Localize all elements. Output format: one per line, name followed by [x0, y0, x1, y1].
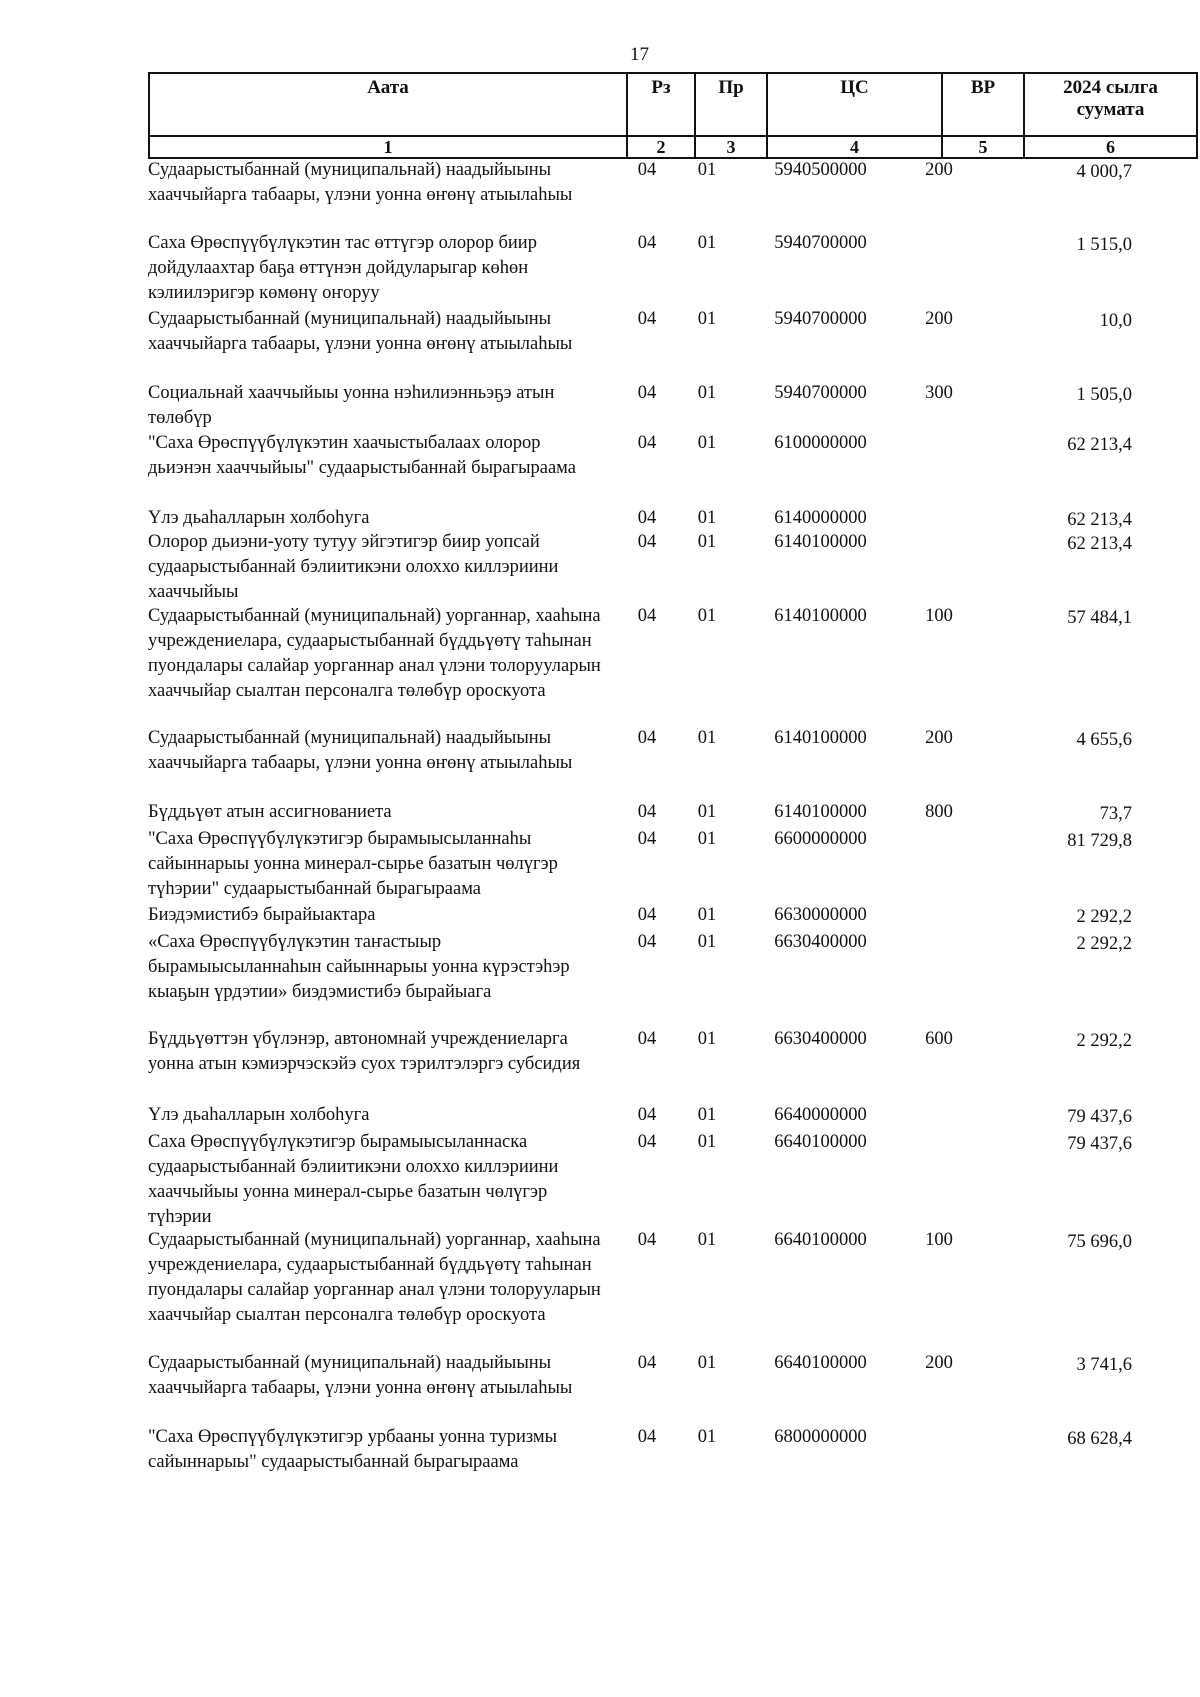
cell-rz: 04: [637, 433, 657, 453]
cell-pr: 01: [697, 802, 717, 822]
cell-cs: 5940700000: [774, 383, 867, 403]
cell-rz: 04: [637, 532, 657, 552]
table-row: [148, 506, 1136, 530]
cell-sum: 2 292,2: [1076, 934, 1132, 954]
cell-name: Судаарыстыбаннай (муниципальнай) наадыйыыны хааччыйарга табаары, үлэни уонна өҥөнү атыылаһыы: [148, 728, 573, 773]
cell-vr: 100: [925, 1230, 953, 1250]
table-body: [148, 158, 1136, 1475]
table-header: [148, 72, 1198, 159]
cell-vr: 600: [925, 1029, 953, 1049]
cell-vr: [903, 930, 975, 1027]
cell-rz: 04: [637, 728, 657, 748]
cell-cs: 6640100000: [774, 1132, 867, 1152]
cell-vr: [903, 1425, 975, 1475]
cell-name: Судаарыстыбаннай (муниципальнай) наадыйыыны хааччыйарга табаары, үлэни уонна өҥөнү атыылаһыы: [148, 160, 573, 205]
cell-pr: 01: [697, 233, 717, 253]
cell-cs: 5940700000: [774, 309, 867, 329]
cell-rz: 04: [637, 905, 657, 925]
cell-cs: 6140100000: [774, 802, 867, 822]
cell-cs: 6630400000: [774, 1029, 867, 1049]
cell-name: Бүддьүөттэн үбүлэнэр, автономнай учреждениеларга уонна атын кэмиэрчэскэйэ суох тэрилтэлэргэ субсидия: [148, 1029, 581, 1074]
table-row: [148, 930, 1136, 1027]
cell-sum: 1 505,0: [1076, 385, 1132, 405]
cell-vr: [903, 903, 975, 930]
cell-rz: 04: [637, 932, 657, 952]
cell-pr: 01: [697, 1029, 717, 1049]
cell-rz: 04: [637, 1353, 657, 1373]
header-vr: ВР: [942, 73, 1024, 136]
cell-rz: 04: [637, 1230, 657, 1250]
cell-sum: 2 292,2: [1076, 907, 1132, 927]
cell-sum: 2 292,2: [1076, 1031, 1132, 1051]
header-pr: Пр: [695, 73, 767, 136]
cell-pr: 01: [697, 383, 717, 403]
cell-rz: 04: [637, 1427, 657, 1447]
header-number-row: [149, 136, 1197, 158]
cell-vr: [903, 431, 975, 506]
cell-name: "Саха Өрөспүүбүлүкэтигэр урбааны уонна туризмы сайыннарыы" судаарыстыбаннай бырагыраама: [148, 1427, 558, 1472]
cell-pr: 01: [697, 160, 717, 180]
cell-sum: 81 729,8: [1067, 831, 1132, 851]
header-name: Аата: [149, 73, 627, 136]
cell-sum: 79 437,6: [1067, 1107, 1132, 1127]
table-row: [148, 158, 1136, 231]
table-row: [148, 1351, 1136, 1425]
cell-rz: 04: [637, 1105, 657, 1125]
cell-name: «Саха Өрөспүүбүлүкэтин таҥастыыр бырамыысыланнаһын сайыннарыы уонна күрэстэһэр кыаҕын үрдэтии» биэдэмистибэ бырайыага: [148, 932, 570, 1002]
table-row: [148, 431, 1136, 506]
table-row: [148, 1103, 1136, 1130]
cell-name: Судаарыстыбаннай (муниципальнай) уорганнар, хааһына учреждениелара, судаарыстыбаннай бүддьүөтү таһынан пуондалары салайар уорганнар анал үлэни толорууларын хааччыйар сыалтан персоналга төлөбүр ороскуота: [148, 606, 601, 701]
cell-name: Үлэ дьаһалларын холбоһуга: [148, 508, 370, 528]
cell-pr: 01: [697, 728, 717, 748]
cell-rz: 04: [637, 160, 657, 180]
cell-vr: [903, 1103, 975, 1130]
cell-pr: 01: [697, 1230, 717, 1250]
cell-pr: 01: [697, 1132, 717, 1152]
cell-name: Бүддьүөт атын ассигнованиета: [148, 802, 392, 822]
table-row: [148, 827, 1136, 903]
header-rz: Рз: [627, 73, 695, 136]
header-num-4: 4: [767, 136, 942, 158]
cell-cs: 6640100000: [774, 1230, 867, 1250]
cell-pr: 01: [697, 1427, 717, 1447]
header-row: [149, 73, 1197, 136]
cell-rz: 04: [637, 383, 657, 403]
cell-pr: 01: [697, 309, 717, 329]
table-row: [148, 1027, 1136, 1103]
cell-name: Саха Өрөспүүбүлүкэтигэр бырамыысыланнаска судаарыстыбаннай бэлиитикэни олоххо киллэриини хааччыйыы уонна минерал-сырье базатын чөлүгэр түһэрии: [148, 1132, 559, 1227]
cell-rz: 04: [637, 233, 657, 253]
page-number: 17: [630, 44, 649, 65]
cell-vr: 200: [925, 309, 953, 329]
table-row: [148, 800, 1136, 827]
cell-vr: [903, 231, 975, 307]
cell-pr: 01: [697, 829, 717, 849]
cell-name: "Саха Өрөспүүбүлүкэтигэр бырамыысыланнаһы сайыннарыы уонна минерал-сырье базатын чөлүгэр түһэрии" судаарыстыбаннай бырагыраама: [148, 829, 558, 899]
header-num-2: 2: [627, 136, 695, 158]
cell-sum: 73,7: [1099, 804, 1132, 824]
cell-cs: 6140100000: [774, 728, 867, 748]
table-row: [148, 381, 1136, 431]
cell-vr: 800: [925, 802, 953, 822]
cell-vr: [903, 506, 975, 530]
header-num-6: 6: [1024, 136, 1197, 158]
cell-rz: 04: [637, 829, 657, 849]
header-num-1: 1: [149, 136, 627, 158]
cell-pr: 01: [697, 905, 717, 925]
cell-sum: 4 000,7: [1076, 162, 1132, 182]
table-row: [148, 1130, 1136, 1228]
cell-vr: [903, 530, 975, 604]
header-num-5: 5: [942, 136, 1024, 158]
cell-pr: 01: [697, 606, 717, 626]
cell-name: Олорор дьиэни-уоту тутуу эйгэтигэр биир уопсай судаарыстыбаннай бэлиитикэни олоххо киллэриини хааччыйыы: [148, 532, 559, 602]
cell-sum: 62 213,4: [1067, 435, 1132, 455]
cell-name: Социальнай хааччыйыы уонна нэһилиэнньэҕэ атын төлөбүр: [148, 383, 555, 428]
cell-sum: 4 655,6: [1076, 730, 1132, 750]
cell-pr: 01: [697, 532, 717, 552]
cell-cs: 6640000000: [774, 1105, 867, 1125]
cell-rz: 04: [637, 309, 657, 329]
cell-name: Судаарыстыбаннай (муниципальнай) уорганнар, хааһына учреждениелара, судаарыстыбаннай бүддьүөтү таһынан пуондалары салайар уорганнар анал үлэни толорууларын хааччыйар сыалтан персоналга төлөбүр ороскуота: [148, 1230, 601, 1325]
table-row: [148, 726, 1136, 800]
table-row: [148, 1228, 1136, 1351]
cell-pr: 01: [697, 508, 717, 528]
cell-sum: 10,0: [1099, 311, 1132, 331]
cell-cs: 6140000000: [774, 508, 867, 528]
cell-vr: [903, 827, 975, 903]
cell-name: Үлэ дьаһалларын холбоһуга: [148, 1105, 370, 1125]
cell-name: "Саха Өрөспүүбүлүкэтин хаачыстыбалаах олорор дьиэнэн хааччыйыы" судаарыстыбаннай бырагыраама: [148, 433, 576, 478]
cell-pr: 01: [697, 433, 717, 453]
table-row: [148, 1425, 1136, 1475]
cell-sum: 75 696,0: [1067, 1232, 1132, 1252]
cell-sum: 79 437,6: [1067, 1134, 1132, 1154]
cell-cs: 6630400000: [774, 932, 867, 952]
cell-sum: 62 213,4: [1067, 510, 1132, 530]
cell-rz: 04: [637, 1029, 657, 1049]
cell-cs: 6640100000: [774, 1353, 867, 1373]
table-row: [148, 903, 1136, 930]
cell-rz: 04: [637, 802, 657, 822]
cell-pr: 01: [697, 1353, 717, 1373]
table-row: [148, 530, 1136, 604]
cell-cs: 6600000000: [774, 829, 867, 849]
header-sum: 2024 сылга суумата: [1024, 73, 1197, 136]
cell-cs: 6100000000: [774, 433, 867, 453]
cell-sum: 68 628,4: [1067, 1429, 1132, 1449]
cell-cs: 5940700000: [774, 233, 867, 253]
cell-vr: 100: [925, 606, 953, 626]
cell-cs: 5940500000: [774, 160, 867, 180]
cell-vr: 200: [925, 1353, 953, 1373]
cell-cs: 6630000000: [774, 905, 867, 925]
header-num-3: 3: [695, 136, 767, 158]
header-cs: ЦС: [767, 73, 942, 136]
cell-rz: 04: [637, 1132, 657, 1152]
cell-pr: 01: [697, 1105, 717, 1125]
cell-vr: [903, 1130, 975, 1228]
cell-vr: 200: [925, 728, 953, 748]
cell-pr: 01: [697, 932, 717, 952]
cell-sum: 57 484,1: [1067, 608, 1132, 628]
table-row: [148, 231, 1136, 307]
cell-rz: 04: [637, 606, 657, 626]
table-row: [148, 604, 1136, 726]
cell-name: Саха Өрөспүүбүлүкэтин тас өттүгэр олорор биир дойдулаахтар баҕа өттүнэн дойдуларыгар көһөн кэлиилэригэр көмөнү оҥоруу: [148, 233, 537, 303]
cell-vr: 300: [925, 383, 953, 403]
cell-name: Судаарыстыбаннай (муниципальнай) наадыйыыны хааччыйарга табаары, үлэни уонна өҥөнү атыылаһыы: [148, 309, 573, 354]
cell-cs: 6140100000: [774, 606, 867, 626]
cell-name: Биэдэмистибэ бырайыактара: [148, 905, 376, 925]
cell-sum: 1 515,0: [1076, 235, 1132, 255]
cell-vr: 200: [925, 160, 953, 180]
cell-cs: 6800000000: [774, 1427, 867, 1447]
cell-name: Судаарыстыбаннай (муниципальнай) наадыйыыны хааччыйарга табаары, үлэни уонна өҥөнү атыылаһыы: [148, 1353, 573, 1398]
cell-rz: 04: [637, 508, 657, 528]
table-row: [148, 307, 1136, 381]
cell-cs: 6140100000: [774, 532, 867, 552]
cell-sum: 62 213,4: [1067, 534, 1132, 554]
cell-sum: 3 741,6: [1076, 1355, 1132, 1375]
